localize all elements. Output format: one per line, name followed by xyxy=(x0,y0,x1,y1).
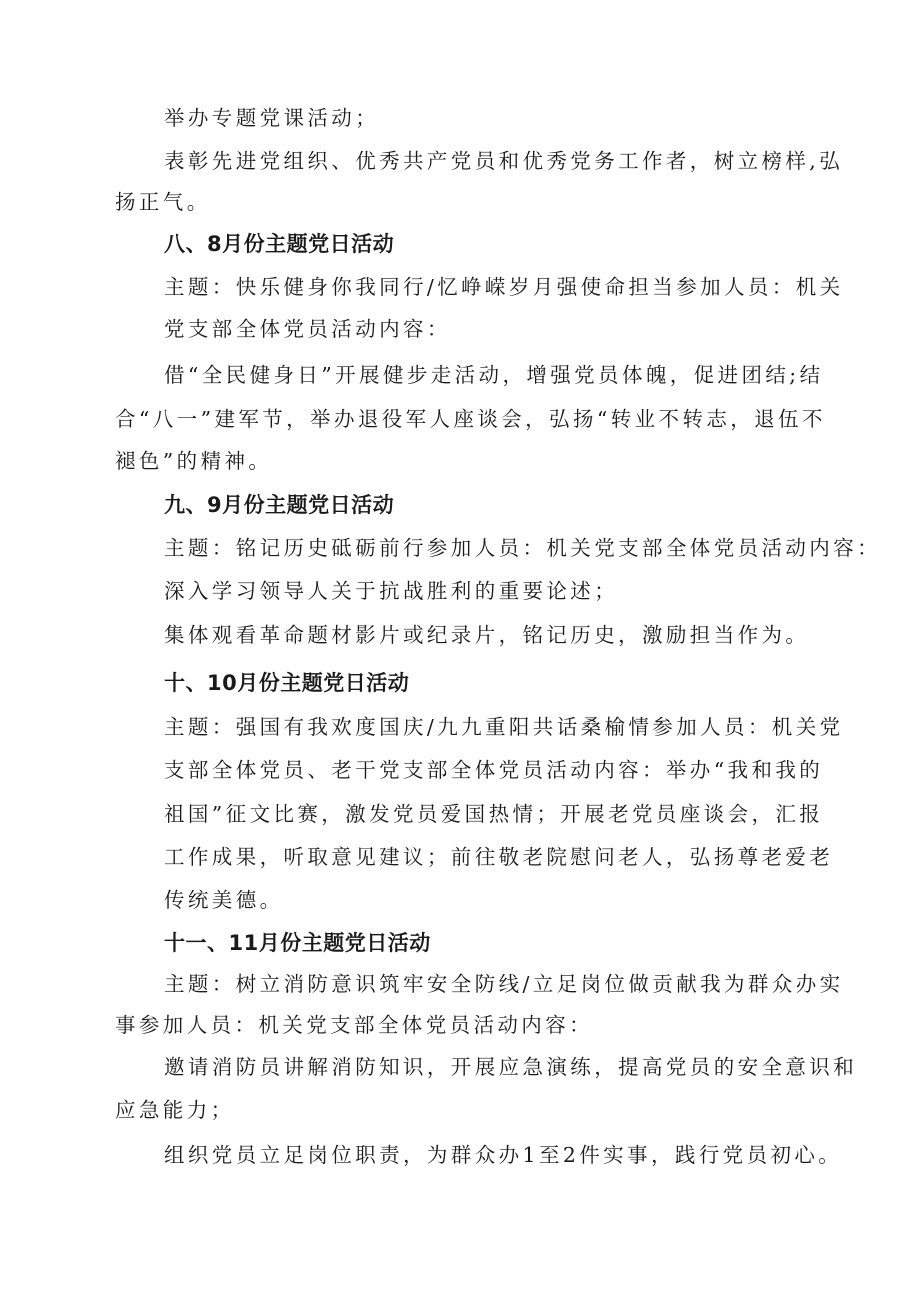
paragraph-line: 褪色”的精神。 xyxy=(115,449,273,473)
paragraph-line: 祖国”征文比赛，激发党员爱国热情；开展老党员座谈会，汇报 xyxy=(164,802,824,826)
paragraph-line: 主题：树立消防意识筑牢安全防线/立足岗位做贡献我为群众办实 xyxy=(164,972,844,996)
paragraph-line: 借“全民健身日”开展健步走活动，增强党员体魄，促进团结;结 xyxy=(164,363,824,387)
paragraph-line: 传统美德。 xyxy=(164,888,284,912)
section-heading-november: 十一、11月份主题党日活动 xyxy=(164,931,431,955)
paragraph-line: 合“八一”建军节，举办退役军人座谈会，弘扬“转业不转志，退伍不 xyxy=(115,407,826,431)
paragraph-line: 工作成果，听取意见建议；前往敬老院慰问老人，弘扬尊老爱老 xyxy=(164,845,834,869)
paragraph-line: 扬正气。 xyxy=(115,190,211,214)
paragraph-line: 举办专题党课活动； xyxy=(164,106,380,130)
paragraph-line: 深入学习领导人关于抗战胜利的重要论述； xyxy=(164,579,619,603)
paragraph-line: 主题：快乐健身你我同行/忆峥嵘岁月强使命担当参加人员：机关 xyxy=(164,275,844,299)
section-heading-october: 十、10月份主题党日活动 xyxy=(164,671,410,695)
paragraph-line: 邀请消防员讲解消防知识，开展应急演练，提高党员的安全意识和 xyxy=(164,1055,858,1079)
paragraph-line: 支部全体党员、老干党支部全体党员活动内容：举办“我和我的 xyxy=(164,758,824,782)
paragraph-line: 事参加人员：机关党支部全体党员活动内容： xyxy=(115,1013,593,1037)
paragraph-line: 主题：强国有我欢度国庆/九九重阳共话桑榆情参加人员：机关党 xyxy=(164,715,844,739)
paragraph-line: 表彰先进党组织、优秀共产党员和优秀党务工作者，树立榜样,弘 xyxy=(164,149,844,173)
section-heading-august: 八、8月份主题党日活动 xyxy=(164,232,395,256)
paragraph-line: 应急能力； xyxy=(115,1098,235,1122)
section-heading-september: 九、9月份主题党日活动 xyxy=(164,493,395,517)
paragraph-line: 主题：铭记历史砥砺前行参加人员：机关党支部全体党员活动内容： xyxy=(164,536,881,560)
paragraph-line: 组织党员立足岗位职责，为群众办1至2件实事，践行党员初心。 xyxy=(164,1143,843,1167)
paragraph-line: 集体观看革命题材影片或纪录片，铭记历史，激励担当作为。 xyxy=(164,623,810,647)
paragraph-line: 党支部全体党员活动内容： xyxy=(164,317,451,341)
